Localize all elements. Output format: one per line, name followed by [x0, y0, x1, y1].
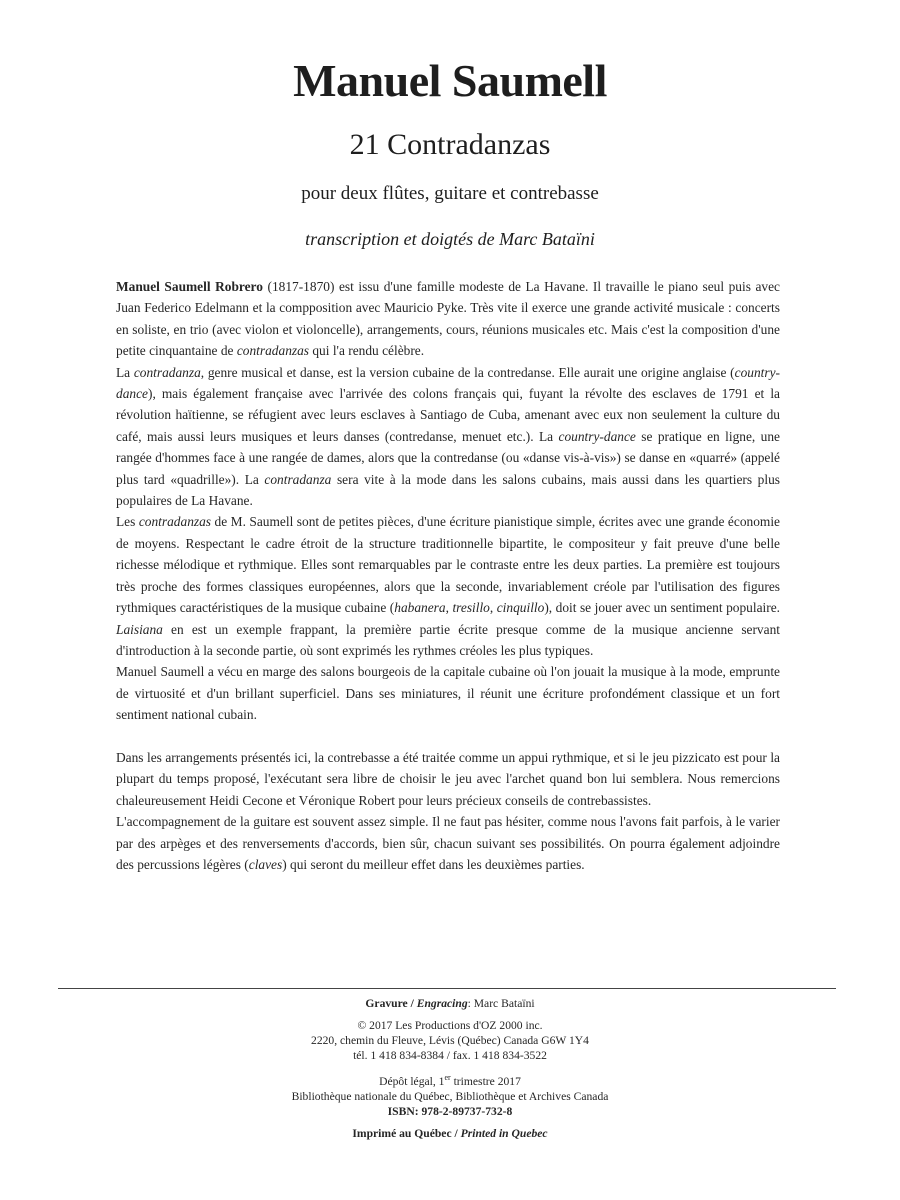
publisher-phone: tél. 1 418 834-8384 / fax. 1 418 834-3522 [353, 1049, 547, 1062]
paragraph-arrangement: Dans les arrangements présentés ici, la contrebasse a été traitée comme un appui rythmique, et si le jeu pizzicato est pour la plupart du temps proposé, l'exécutant sera libre de choisir le jeu avec l'archet quand bon lui semblera. Nous remercions chaleureusement Heidi Cecone et Véronique Robert pour leurs précieux conseils de contrebassistes. [116, 749, 780, 808]
work-title: 21 Contradanzas [349, 128, 551, 161]
isbn: ISBN: 978-2-89737-732-8 [387, 1104, 513, 1118]
copyright-line: © 2017 Les Productions d'OZ 2000 inc. [357, 1019, 543, 1032]
paragraph-guitar: L'accompagnement de la guitare est souvent assez simple. Il ne faut pas hésiter, comme nous l'avons fait parfois, à le varier par des arpèges et des renversements d'accords, bien sûr, chacun suivant ses possibilités. On pourra également adjoindre des percussions légères (claves) qui seront du meilleur effet dans les deuxièmes parties. [116, 814, 780, 872]
instrumentation-line: pour deux flûtes, guitare et contrebasse [301, 183, 599, 204]
paragraph-contradanza: La contradanza, genre musical et danse, est la version cubaine de la contredanse. Elle aurait une origine anglaise (country-dance), mais également française avec l'arrivée des colons français qui, fuyant la révolte des esclaves de 1791 et la révolution haïtienne, se réfugient avec leurs esclaves à Santiago de Cuba, amenant avec eux non seulement la culture du café, mais aussi leurs musiques et leurs danses (contredanse, menuet etc.). La country-dance se pratique en ligne, une rangée d'hommes face à une rangée de dames, alors que la contredanse (ou «danse vis-à-vis») se danse en «quarré» (appelé plus tard «quadrille»). La contradanza sera vite à la mode dans les salons cubains, mais aussi dans les quartiers plus populaires de La Havane. [116, 364, 780, 509]
paragraph-biography: Manuel Saumell Robrero (1817-1870) est issu d'une famille modeste de La Havane. Il travaille le piano seul puis avec Juan Federico Edelmann et la compposition avec Mauricio Pyke. Très vite il exerce une grande activité musicale : concerts en soliste, en trio (avec violon et violoncelle), arrangements, cours, réunions musicales etc. Mais c'est la composition d'une petite cinquantaine de contradanzas qui l'a rendu célèbre. [116, 279, 780, 359]
paragraph-legacy: Manuel Saumell a vécu en marge des salons bourgeois de la capitale cubaine où l'on jouait la musique à la mode, emprunte de virtuosité et d'un brillant superficiel. Dans ses miniatures, il réunit une écriture profondément classique et un fort sentiment national cubain. [116, 664, 780, 723]
composer-title: Manuel Saumell [293, 55, 607, 106]
engraving-credit: Gravure / Engracing: Marc Bataïni [365, 997, 535, 1010]
paragraph-style: Les contradanzas de M. Saumell sont de petites pièces, d'une écriture pianistique simple, écrites avec une grande économie de moyens. Respectant le cadre étroit de la structure traditionnelle bipartite, le compositeur y fait preuve d'une belle richesse mélodique et rythmique. Elles sont remarquables par le contraste entre les deux parties. La première est toujours très proche des formes classiques européennes, alors que la seconde, invariablement créole par l'utilisation des figures rythmiques caractéristiques de la musique cubaine (habanera, tresillo, cinquillo), doit se jouer avec un sentiment populaire. Laisiana en est un exemple frappant, la première partie écrite presque comme de la musique ancienne servant d'introduction à la seconde partie, où sont exprimés les rythmes créoles les plus typiques. [116, 514, 780, 658]
publisher-address: 2220, chemin du Fleuve, Lévis (Québec) Canada G6W 1Y4 [311, 1034, 589, 1047]
printed-in: Imprimé au Québec / Printed in Quebec [352, 1126, 548, 1140]
colophon [0, 996, 900, 1141]
legal-deposit: Dépôt légal, 1er trimestre 2017 [379, 1073, 521, 1088]
paragraph-spacer [116, 726, 780, 747]
transcription-credit: transcription et doigtés de Marc Bataïni [305, 229, 595, 249]
composer-full-name: Manuel Saumell Robrero [116, 279, 263, 294]
preface-text [116, 276, 780, 875]
libraries-line: Bibliothèque nationale du Québec, Bibliothèque et Archives Canada [291, 1089, 609, 1103]
divider-rule [58, 988, 836, 989]
